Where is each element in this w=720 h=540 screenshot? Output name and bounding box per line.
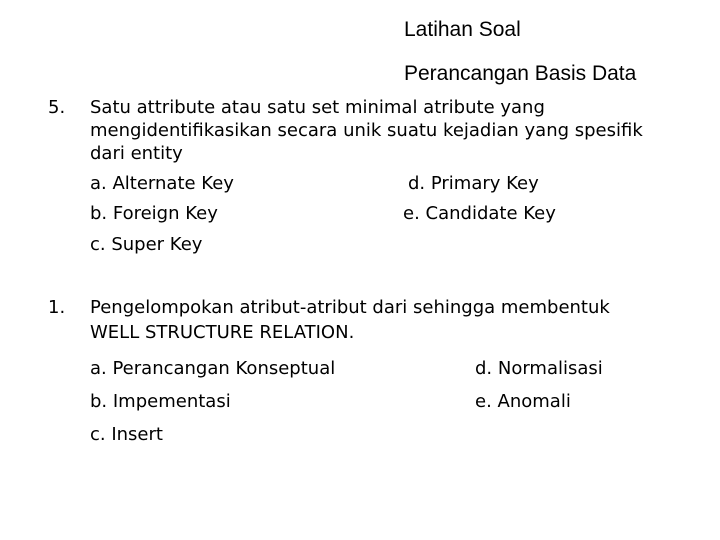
question-number: 1. <box>48 297 66 318</box>
question-text-line: WELL STRUCTURE RELATION. <box>90 322 355 343</box>
slide-subtitle: Perancangan Basis Data <box>404 62 637 85</box>
option-b: b. Impementasi <box>90 391 231 412</box>
option-d: d. Primary Key <box>408 173 539 194</box>
option-d: d. Normalisasi <box>475 358 603 379</box>
option-e: e. Candidate Key <box>403 203 556 224</box>
option-a: a. Alternate Key <box>90 173 234 194</box>
question-text-line: Pengelompokan atribut-atribut dari sehingga membentuk <box>90 297 610 318</box>
option-b: b. Foreign Key <box>90 203 218 224</box>
question-text-line: dari entity <box>90 143 183 164</box>
question-text-line: Satu attribute atau satu set minimal atribute yang <box>90 97 545 118</box>
option-a: a. Perancangan Konseptual <box>90 358 336 379</box>
question-text-line: mengidentifikasikan secara unik suatu kejadian yang spesifik <box>90 120 643 141</box>
option-c: c. Insert <box>90 424 163 445</box>
slide-title: Latihan Soal <box>404 18 521 41</box>
question-number: 5. <box>48 97 66 118</box>
option-c: c. Super Key <box>90 234 203 255</box>
option-e: e. Anomali <box>475 391 571 412</box>
